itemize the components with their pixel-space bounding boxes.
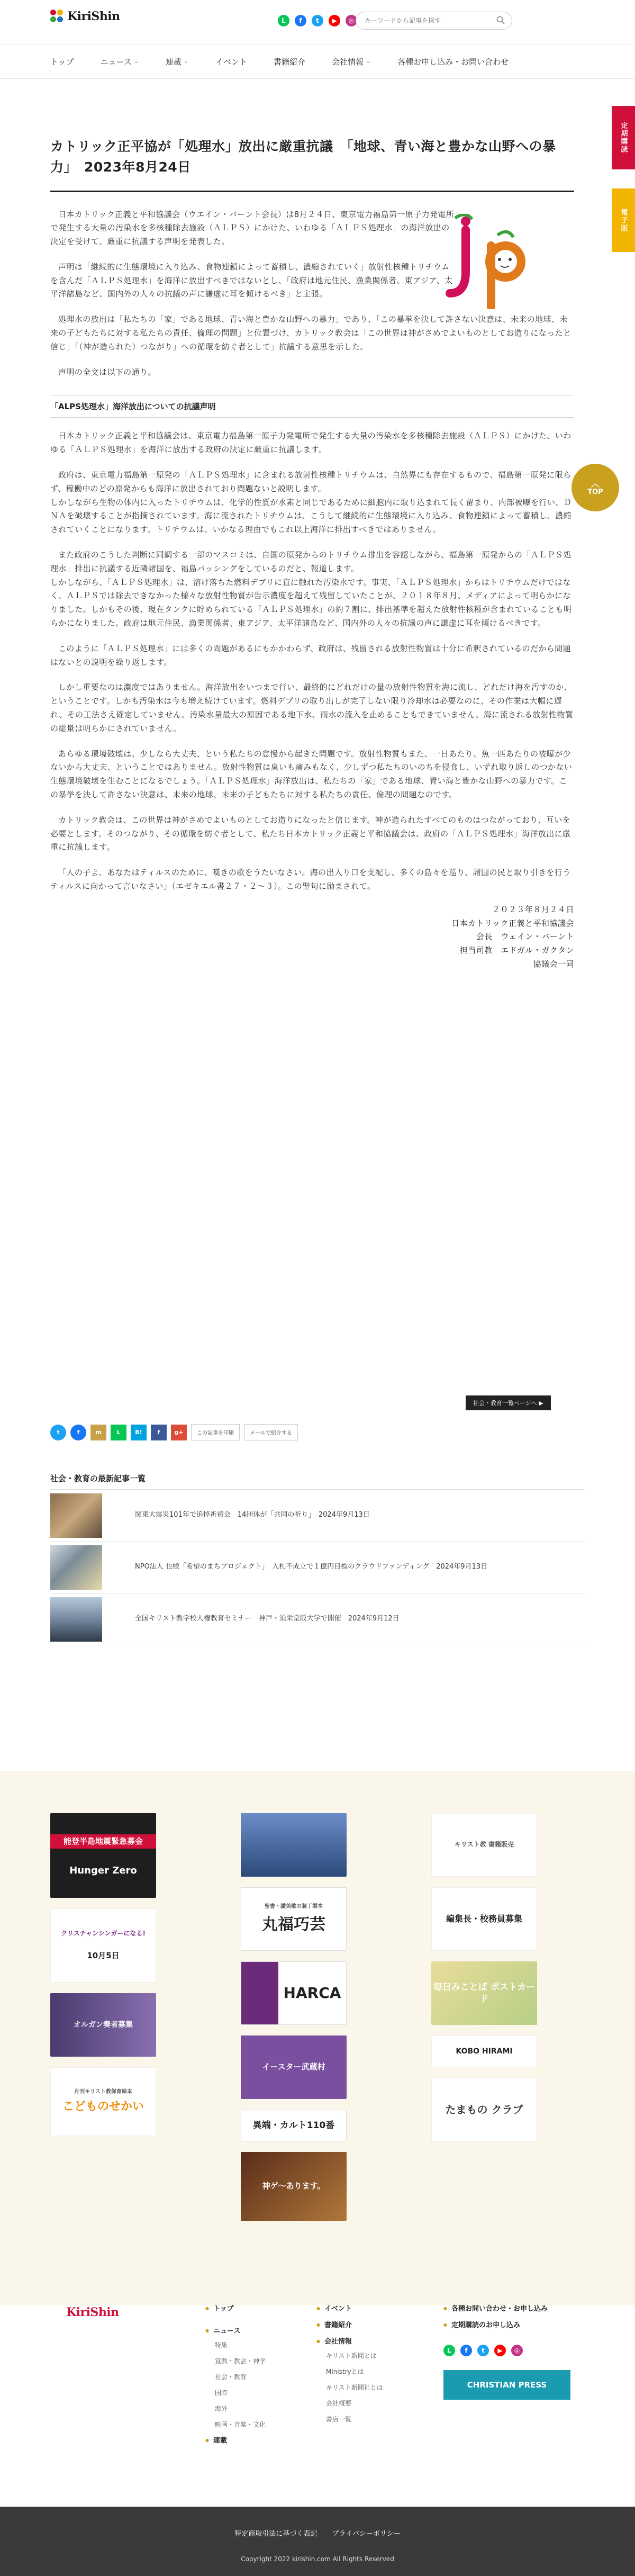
- ad-church-photo[interactable]: [241, 1813, 347, 1877]
- footer-col-3: [316, 2305, 383, 2432]
- footer-link-books[interactable]: ● 書籍紹介: [316, 2322, 383, 2329]
- ad-kamisama-text: 神ゲ～あります。: [262, 2181, 325, 2191]
- signature-line: 日本カトリック正義と平和協議会: [451, 918, 574, 928]
- ad-harca-title: HARCA: [283, 1984, 341, 2002]
- statement-paragraph: 日本カトリック正義と平和協議会は、東京電力福島第一原子力発電所で発生する大量の汚染水を多核種除去施設（ＡＬＰＳ）にかけた、いわゆる「ＡＬＰＳ処理水」を海洋に放出する政府の決定に厳重に抗議します。: [50, 431, 572, 455]
- site-header: [0, 0, 635, 45]
- footer-link-culture[interactable]: 映画・音楽・文化: [215, 2421, 266, 2428]
- ad-kamisama[interactable]: [241, 2152, 347, 2221]
- footer-link-series[interactable]: ● 連載: [205, 2437, 266, 2444]
- ad-cult-text: 異端・カルト110番: [252, 2120, 335, 2131]
- ad-section: [0, 1771, 635, 2305]
- ad-cult-110[interactable]: [241, 2110, 347, 2141]
- ad-organ-recruit[interactable]: [50, 1993, 156, 2057]
- statement-subhead: 「ALPS処理水」海洋放出についての抗議声明: [50, 395, 574, 418]
- share-mixi-icon[interactable]: m: [90, 1425, 106, 1440]
- intro-paragraph: 声明は「継続的に生態環境に入り込み、食物連鎖によって蓄積し、濃縮されていく」放射性核種トリチウムを含んだ「ＡＬＰＳ処理水」を海洋に放出すべきではないとし、「政府は地元住民、漁業関係者、東アジア、太平洋諸島など、国内外の人々の抗議の声に謙虚に耳を傾けるべき」と主張。: [50, 262, 453, 299]
- footer-link-mission[interactable]: 宣教・教会・神学: [215, 2357, 266, 2365]
- footer-link-overseas[interactable]: 海外: [215, 2405, 228, 2412]
- footer-facebook-icon[interactable]: f: [460, 2345, 472, 2356]
- footer-link-events[interactable]: ● イベント: [316, 2305, 383, 2312]
- news-title: NPO法人 也様「希望のまちプロジェクト」 入札不成立で１億円目標のクラウドファンディング 2024年9月13日: [135, 1563, 488, 1571]
- legal-notice-link[interactable]: 特定商取引法に基づく表記: [234, 2530, 318, 2538]
- search-icon[interactable]: [496, 16, 505, 24]
- share-buttons: [50, 1424, 298, 1440]
- nav-books[interactable]: 書籍紹介: [273, 57, 305, 67]
- footer-col-4: [443, 2305, 570, 2400]
- print-button[interactable]: この記事を印刷: [191, 1424, 240, 1440]
- footer-link-feature[interactable]: 特集: [215, 2341, 228, 2349]
- news-thumbnail: [50, 1545, 102, 1590]
- ad-harca[interactable]: [241, 1961, 347, 2025]
- ad-kobo-hirami[interactable]: [431, 2035, 537, 2067]
- ad-kobo-text: KOBO HIRAMI: [456, 2047, 513, 2056]
- main-nav: [0, 45, 635, 79]
- share-google-icon[interactable]: g+: [171, 1425, 187, 1440]
- ad-christmas-title: クリスチャンシンガーになる!: [60, 1930, 146, 1938]
- footer-col-1: [205, 2305, 234, 2320]
- ad-book-sales[interactable]: [431, 1813, 537, 1877]
- justice-peace-logo: [444, 214, 529, 309]
- statement-paragraph: 政府は、東京電力福島第一原発の「ＡＬＰＳ処理水」に含まれる放射性核種トリチウムは、自然界にも存在するもので、福島第一原発に限らず、稼働中のどの原発からも海洋に放出されており問題ないと説明します。 しかしながら生物の体内に入ったトリチウムは、化学的性質が水素と同じであるために細胞内に取り込まれて長く留まり、内部被曝を行い、ＤＮＡを破壊することが指摘されています。海に流されたトリチウムは、こうして継続的に生態環境に入り込み、食物連鎖によって蓄積し、濃縮されていくことになります。トリチウムは、いかなる理由でもこれ以上海洋に排出すべきではありません。: [50, 470, 572, 535]
- footer-social-links: [443, 2345, 570, 2356]
- harca-image: [241, 1962, 278, 2024]
- intro-paragraph: 日本カトリック正義と平和協議会（ウエイン・バーント会長）は8月２４日、東京電力福島第一原子力発電所で発生する大量の汚染水を多核種除去施設（ＡＬＰＳ）にかけた、いわゆる「ＡＬＰＳ処理水」の海洋放出の決定を受けて、厳重に抗議する声明を発表した。: [50, 209, 455, 247]
- footer-logo-text: KiriShin: [66, 2305, 119, 2319]
- site-logo[interactable]: [50, 10, 120, 23]
- ad-postcard[interactable]: [431, 1961, 537, 2025]
- site-footer: [0, 2305, 635, 2507]
- signature-line: 会長 ウェイン・バーント: [476, 932, 574, 942]
- youtube-icon[interactable]: ▶: [329, 15, 340, 26]
- email-share-button[interactable]: メールで紹介する: [244, 1424, 298, 1440]
- ad-noto-donation[interactable]: [50, 1813, 156, 1898]
- ad-editor-recruit[interactable]: [431, 1887, 537, 1951]
- news-title: 関東大震災101年で追悼祈祷会 14団体が「共同の祈り」 2024年9月13日: [135, 1511, 370, 1519]
- statement-paragraph: また政府のこうした判断に同調する一部のマスコミは、自国の原発からのトリチウム排出を容認しながら、福島第一原発からの「ＡＬＰＳ処理水」排出に抗議する近隣諸国を、福島バッシングをしているのだと、報道します。 しかしながら、「ＡＬＰＳ処理水」は、溶け落ちた燃料デブリに直に触れた汚染水です。事実、「ＡＬＰＳ処理水」からはトリチウムだけではなく、ＡＬＰＳでは除去できなかった様々な放射性物質が告示濃度を超えて残留していたことが、２０１８年８月、メディアによって明らかになりました。しかもその後、現在タンクに貯められている「ＡＬＰＳ処理水」の約７割に、排出基準を超えた放射性核種が含まれていることも明らかになりました。政府は地元住民、漁業関係者、東アジア、太平洋諸島など、国内外の人々の抗議の声に謙虚に耳を傾けるべきです。: [50, 550, 572, 628]
- instagram-icon[interactable]: ◎: [346, 15, 357, 26]
- footer-col-2: [205, 2328, 266, 2452]
- list-item[interactable]: [50, 1490, 585, 1542]
- article-title: カトリック正平協が「処理水」放出に厳重抗議 「地球、青い海と豊かな山野への暴力」 2023年8月24日: [50, 137, 574, 192]
- ad-kodomo-sekai[interactable]: [50, 2067, 156, 2136]
- footer-link-ministry[interactable]: Ministryとは: [326, 2368, 364, 2375]
- top-button-label: TOP: [587, 488, 603, 496]
- privacy-policy-link[interactable]: プライバシーポリシー: [332, 2530, 401, 2538]
- footer-link-bookstores[interactable]: 書店一覧: [326, 2416, 352, 2423]
- ad-marufuku-title: 丸福巧芸: [262, 1915, 325, 1934]
- ad-easter[interactable]: [241, 2035, 347, 2099]
- footer-link-subscribe[interactable]: ● 定期購読のお申し込み: [443, 2322, 570, 2329]
- nav-events[interactable]: イベント: [215, 57, 247, 67]
- nav-news[interactable]: ニュース ⌄: [101, 56, 139, 67]
- latest-heading: 社会・教育の最新記事一覧: [50, 1473, 585, 1490]
- logo-text: KiriShin: [67, 10, 120, 23]
- footer-legal-links: [0, 2528, 635, 2538]
- footer-bottom-bar: [0, 2507, 635, 2576]
- footer-twitter-icon[interactable]: t: [477, 2345, 489, 2356]
- ad-organ-text: オルガン奏者募集: [74, 2020, 133, 2029]
- back-to-top-button[interactable]: [572, 464, 619, 511]
- category-list-link[interactable]: 社会・教育一覧ページへ ▶: [466, 1395, 551, 1410]
- ad-christmas-date: 10月5日: [87, 1951, 120, 1961]
- nav-contact[interactable]: 各種お申し込み・お問い合わせ: [397, 57, 509, 67]
- footer-link-company[interactable]: ● 会社情報: [316, 2338, 383, 2345]
- news-thumbnail: [50, 1493, 102, 1538]
- footer-link-contact[interactable]: ● 各種お問い合わせ・お申し込み: [443, 2305, 570, 2312]
- line-icon[interactable]: L: [278, 15, 289, 26]
- ad-tamamono[interactable]: [431, 2078, 537, 2141]
- footer-link-news[interactable]: ● ニュース: [205, 2328, 266, 2335]
- footer-link-about-kirishin[interactable]: キリスト新聞とは: [326, 2352, 377, 2359]
- news-title: 全国キリスト教学校人権教育セミナー 神戸・須栄堂阪大学で開催 2024年9月12日: [135, 1615, 400, 1623]
- share-hatena-icon[interactable]: B!: [131, 1425, 147, 1440]
- nav-company[interactable]: 会社情報 ⌄: [332, 56, 371, 67]
- list-item[interactable]: [50, 1593, 585, 1645]
- footer-youtube-icon[interactable]: ▶: [494, 2345, 506, 2356]
- subscription-tab[interactable]: 定期購読: [612, 106, 635, 169]
- signature-line: ２０２３年８月２４日: [492, 904, 574, 914]
- ad-editor-text: 編集長・校務員募集: [446, 1913, 522, 1924]
- footer-logo[interactable]: [66, 2305, 119, 2319]
- footer-link-company-profile[interactable]: 会社概要: [326, 2400, 352, 2407]
- ad-tamamono-text: たまもの クラブ: [445, 2103, 523, 2116]
- footer-instagram-icon[interactable]: ◎: [511, 2345, 523, 2356]
- statement-paragraph: カトリック教会は、この世界は神がさめでよいものとしてお造りになったと信じます。神が造られたすべてのものはつながっており、互いを必要とします。そのつながり、その循環を紡ぐ者として、私たち日本カトリック正義と平和協議会は、政府の「ＡＬＰＳ処理水」海洋放出に厳重に抗議します。: [50, 815, 571, 852]
- signature-line: 担当司教 エドガル・ガクタン: [459, 945, 574, 956]
- statement-paragraph: あらゆる環境破壊は、少しなら大丈夫、という私たちの怠慢から起きた問題です。放射性物質もまた、一日あたり、魚一匹あたりの被曝が少ないから大丈夫、ということではありません。放射性物質は臭いも痛みもなく、少しずつ私たちのいのちを侵食し、いずれ取り返しのつかない生態環境破壊を生むことになるでしょう。「ＡＬＰＳ処理水」海洋放出は、私たちの「家」である地球、青い海と豊かな山野への暴力です。この暴挙を決して許さない決意は、未来の地球、未来の子どもたちに対する私たちの責任、倫理の問題なのです。: [50, 749, 573, 799]
- christian-press-banner[interactable]: CHRISTIAN PRESS: [443, 2370, 570, 2400]
- ad-book-text: キリスト教 書籍販売: [455, 1841, 514, 1849]
- nav-top[interactable]: トップ: [50, 57, 74, 67]
- share-facebook2-icon[interactable]: f: [151, 1425, 167, 1440]
- ad-marufuku-sub: 聖書・讃美歌の装丁製本: [265, 1904, 323, 1910]
- search-input[interactable]: [356, 12, 512, 30]
- statement-paragraph: このように「ＡＬＰＳ処理水」には多くの問題があるにもかかわらず、政府は、残留される放射性物質は十分に希釈されているのだから問題はないとの説明を繰り返します。: [50, 643, 572, 667]
- news-thumbnail: [50, 1597, 102, 1642]
- logo-mark-icon: [50, 10, 64, 23]
- ad-noto-title: 能登半島地震緊急募金: [50, 1834, 156, 1849]
- nav-series[interactable]: 連載 ⌄: [166, 56, 189, 67]
- statement-paragraph: しかし重要なのは濃度ではありません。海洋放出をいつまで行い、最終的にどれだけの量の放射性物質を海に流し、どれだけ海を汚すのか、ということです。しかも汚染水は今も増え続けています。燃料デブリの取り出しが完了しない限り冷却水は必要なのに、その作業は大幅に遅れ、その工法さえ確定していません。汚染水量最大の原因である地下水、雨水の流入を止めることもできていません。海に流される放射性物質の総量は明らかにされていません。: [50, 682, 574, 733]
- ad-kodomo-sub: 月刊キリスト教保育絵本: [74, 2089, 132, 2095]
- ad-postcard-text: 毎日みことば ポストカード: [433, 1981, 536, 2004]
- intro-paragraph: 声明の全文は以下の通り。: [58, 367, 156, 377]
- latest-articles: [50, 1473, 585, 1645]
- statement-signature: [50, 903, 574, 971]
- intro-paragraph: 処理水の放出は「私たちの「家」である地球、青い海と豊かな山野への暴力」であり、「この暴挙を決して許さない決意は、未来の地球、未来の子どもたちに対する私たちの責任、倫理の問題」と位置づけ、カトリック教会は「この世界は神がさめでよいものとしてお造りになったと信じ」「（神が造られた）つながり」への循環を紡ぐ者として」抗議する意思を示した。: [50, 314, 572, 352]
- signature-line: 協議会一同: [533, 959, 574, 969]
- footer-link-about-company[interactable]: キリスト新聞社とは: [326, 2384, 383, 2391]
- footer-link-top[interactable]: ● トップ: [205, 2305, 234, 2312]
- facebook-icon[interactable]: f: [295, 15, 306, 26]
- statement-paragraph: 「人の子よ、あなたはティルスのために、嘆きの歌をうたいなさい。海の出入り口を支配し、多くの島々を巡り、諸国の民と取り引きを行うティルスに向かって言いなさい」（エゼキエル書２７・２〜３）。この聖句に励まされて。: [50, 868, 571, 891]
- chevron-up-icon: ︿: [591, 478, 600, 489]
- footer-line-icon[interactable]: L: [443, 2345, 455, 2356]
- footer-link-domestic[interactable]: 国際: [215, 2389, 228, 2397]
- share-facebook-icon[interactable]: f: [70, 1425, 86, 1440]
- footer-link-society[interactable]: 社会・教育: [215, 2373, 247, 2381]
- share-twitter-icon[interactable]: t: [50, 1425, 66, 1440]
- twitter-icon[interactable]: t: [312, 15, 323, 26]
- ad-christmas-singer[interactable]: [50, 1908, 156, 1983]
- ad-marufuku[interactable]: [241, 1887, 347, 1951]
- header-social-links: [278, 15, 357, 26]
- ad-easter-text: イースター武蔵村: [262, 2062, 325, 2072]
- copyright: Copyright 2022 kirishin.com All Rights Reserved: [241, 2555, 394, 2563]
- list-item[interactable]: [50, 1542, 585, 1593]
- ad-kodomo-title: こどものせかい: [62, 2100, 144, 2114]
- digital-edition-tab[interactable]: 電子版: [612, 188, 635, 252]
- ad-hunger-text: Hunger Zero: [69, 1865, 137, 1877]
- share-line-icon[interactable]: L: [111, 1425, 126, 1440]
